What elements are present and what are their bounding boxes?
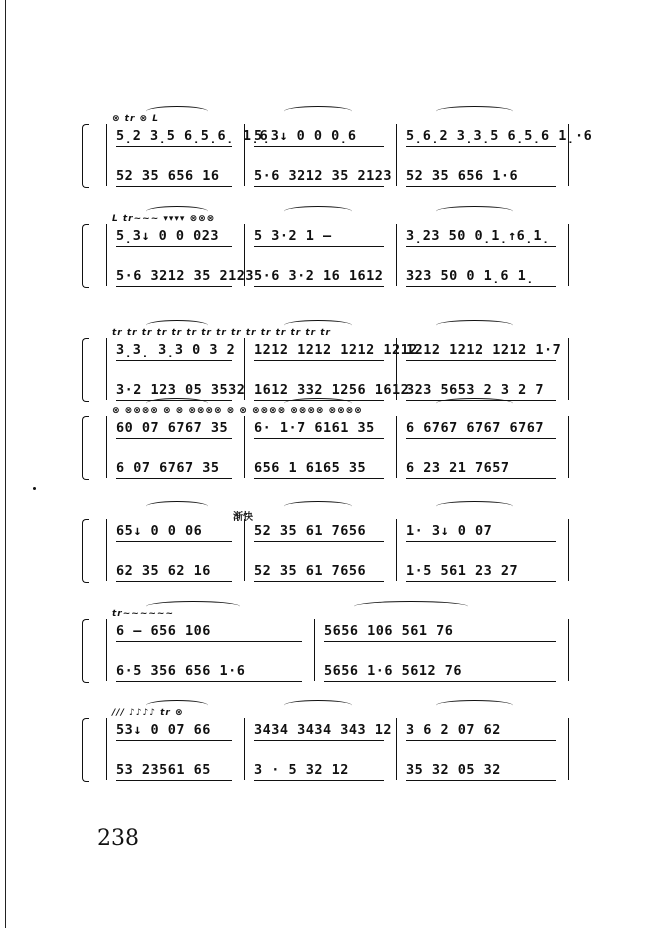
- score-system: [88, 406, 580, 490]
- beam-underline: [254, 740, 384, 741]
- measure: 3̣3̣ 3̣3 0 3 2: [116, 342, 236, 358]
- accompaniment-staff: [88, 653, 580, 679]
- measure: 3 · 5 32 12: [254, 762, 349, 778]
- measure: 5̣3↓ 0 0 0̣6: [254, 128, 357, 144]
- beam-underline: [406, 186, 556, 187]
- slur: [436, 106, 513, 117]
- measure: 5·6 3212 35 2123: [254, 168, 393, 184]
- beam-underline: [406, 286, 556, 287]
- beam-underline: [254, 478, 384, 479]
- measure: 323 5653 2 3 2 7: [406, 382, 545, 398]
- measure: 5̣3↓ 0 0 023: [116, 228, 220, 244]
- accompaniment-staff: [88, 158, 580, 184]
- measure: 52 35 656 16: [116, 168, 220, 184]
- melody-staff: [88, 712, 580, 738]
- beam-underline: [324, 641, 556, 642]
- slur: [436, 320, 513, 331]
- beam-underline: [116, 478, 232, 479]
- slur: [436, 398, 513, 409]
- measure: 62 35 62 16: [116, 563, 211, 579]
- measure: 65↓ 0 0 06: [116, 523, 203, 539]
- measure: 1612 332 1256 1612: [254, 382, 410, 398]
- slur: [284, 320, 352, 331]
- accompaniment-staff: [88, 553, 580, 579]
- score-system: [88, 214, 580, 298]
- slur: [146, 601, 240, 612]
- measure: 52 35 656 1·6: [406, 168, 519, 184]
- beam-underline: [254, 246, 384, 247]
- ornament-marks: ⊗ ⊗⊗⊗⊗ ⊗ ⊗ ⊗⊗⊗⊗ ⊗ ⊗ ⊗⊗⊗⊗ ⊗⊗⊗⊗ ⊗⊗⊗⊗: [112, 406, 363, 416]
- beam-underline: [406, 541, 556, 542]
- measure: 5̣2 3̣5 6̣5̣6̣ 1̣6: [116, 128, 269, 144]
- slur: [146, 106, 208, 117]
- beam-underline: [406, 780, 556, 781]
- beam-underline: [254, 286, 384, 287]
- measure: 6 07 6767 35: [116, 460, 220, 476]
- beam-underline: [406, 581, 556, 582]
- beam-underline: [116, 681, 302, 682]
- melody-staff: [88, 513, 580, 539]
- measure: 5 3·2 1 –: [254, 228, 332, 244]
- melody-staff: [88, 218, 580, 244]
- beam-underline: [116, 438, 232, 439]
- measure: 6 23 21 7657: [406, 460, 510, 476]
- measure: 6 6767 6767 6767: [406, 420, 545, 436]
- measure: 52 35 61 7656: [254, 563, 367, 579]
- beam-underline: [406, 438, 556, 439]
- beam-underline: [406, 740, 556, 741]
- measure: 1· 3↓ 0 07: [406, 523, 493, 539]
- measure: 5656 106 561 76: [324, 623, 454, 639]
- page-number: 238: [97, 826, 139, 851]
- ornament-marks: tr~~~~~~: [112, 609, 174, 619]
- beam-underline: [254, 360, 384, 361]
- slur: [284, 501, 352, 512]
- beam-underline: [116, 541, 232, 542]
- accompaniment-staff: [88, 450, 580, 476]
- beam-underline: [116, 641, 302, 642]
- measure: 6·5 356 656 1·6: [116, 663, 246, 679]
- slur: [146, 320, 208, 331]
- measure: 1212 1212 1212 1212: [254, 342, 418, 358]
- slur: [436, 206, 513, 217]
- beam-underline: [254, 541, 384, 542]
- ornament-marks: /// ♪♪♪♪ tr ⊗: [112, 708, 184, 718]
- melody-staff: [88, 613, 580, 639]
- measure: 656 1 6165 35: [254, 460, 367, 476]
- beam-underline: [116, 146, 232, 147]
- beam-underline: [254, 146, 384, 147]
- slur: [284, 206, 352, 217]
- beam-underline: [254, 438, 384, 439]
- measure: 5656 1·6 5612 76: [324, 663, 463, 679]
- slur: [284, 398, 352, 409]
- ornament-marks: ⊗ tr ⊗ L: [112, 114, 159, 124]
- score-system: [88, 114, 593, 198]
- beam-underline: [116, 581, 232, 582]
- measure: 53↓ 0 07 66: [116, 722, 211, 738]
- beam-underline: [254, 780, 384, 781]
- ornament-marks: L tr~~~ ▾▾▾▾ ⊗⊗⊗: [112, 214, 216, 224]
- measure: 3 6 2 07 62: [406, 722, 501, 738]
- tempo-marking: 渐快: [233, 512, 253, 523]
- measure: 52 35 61 7656: [254, 523, 367, 539]
- measure: 5̣6̣2 3̣3̣5 6̣5̣6 1̣·6: [406, 128, 593, 144]
- measure: 60 07 6767 35: [116, 420, 229, 436]
- measure: 323 50 0 1̣6 1̣: [406, 268, 535, 284]
- measure: 6 – 656 106: [116, 623, 211, 639]
- accompaniment-staff: [88, 372, 580, 398]
- beam-underline: [116, 360, 232, 361]
- slur: [284, 106, 352, 117]
- slur: [146, 700, 208, 711]
- beam-underline: [116, 286, 232, 287]
- melody-staff: [88, 332, 580, 358]
- beam-underline: [406, 478, 556, 479]
- beam-underline: [406, 246, 556, 247]
- measure: 5·6 3212 35 2123: [116, 268, 255, 284]
- beam-underline: [406, 146, 556, 147]
- slur: [284, 700, 352, 711]
- beam-underline: [406, 360, 556, 361]
- melody-staff: [88, 118, 593, 144]
- measure: 1·5 561 23 27: [406, 563, 519, 579]
- beam-underline: [324, 681, 556, 682]
- measure: 1212 1212 1212 1·7: [406, 342, 562, 358]
- measure: 6· 1·7 6161 35: [254, 420, 375, 436]
- beam-underline: [116, 246, 232, 247]
- slur: [146, 206, 208, 217]
- measure: 3434 3434 343 12: [254, 722, 393, 738]
- slur: [146, 501, 208, 512]
- accompaniment-staff: [88, 258, 580, 284]
- score-system: [88, 708, 580, 792]
- page-edge-rule: [5, 0, 6, 928]
- ornament-marks: tr tr tr tr tr tr tr tr tr tr tr tr tr tr tr: [112, 328, 331, 338]
- accompaniment-staff: [88, 752, 580, 778]
- score-system: [88, 513, 580, 593]
- score-system: [88, 609, 580, 693]
- slur: [146, 398, 208, 409]
- measure: 35 32 05 32: [406, 762, 501, 778]
- measure: 53 23561 65: [116, 762, 211, 778]
- margin-dot: [33, 487, 36, 490]
- measure: 3·2 123 05 3532: [116, 382, 246, 398]
- beam-underline: [254, 186, 384, 187]
- measure: 3̣23 50 0̣1̣↑6̣1̣: [406, 228, 551, 244]
- slur: [436, 700, 513, 711]
- beam-underline: [116, 186, 232, 187]
- beam-underline: [116, 780, 232, 781]
- melody-staff: [88, 410, 580, 436]
- beam-underline: [254, 581, 384, 582]
- beam-underline: [116, 740, 232, 741]
- measure: 5·6 3·2 16 1612: [254, 268, 384, 284]
- slur: [354, 601, 468, 612]
- slur: [436, 501, 513, 512]
